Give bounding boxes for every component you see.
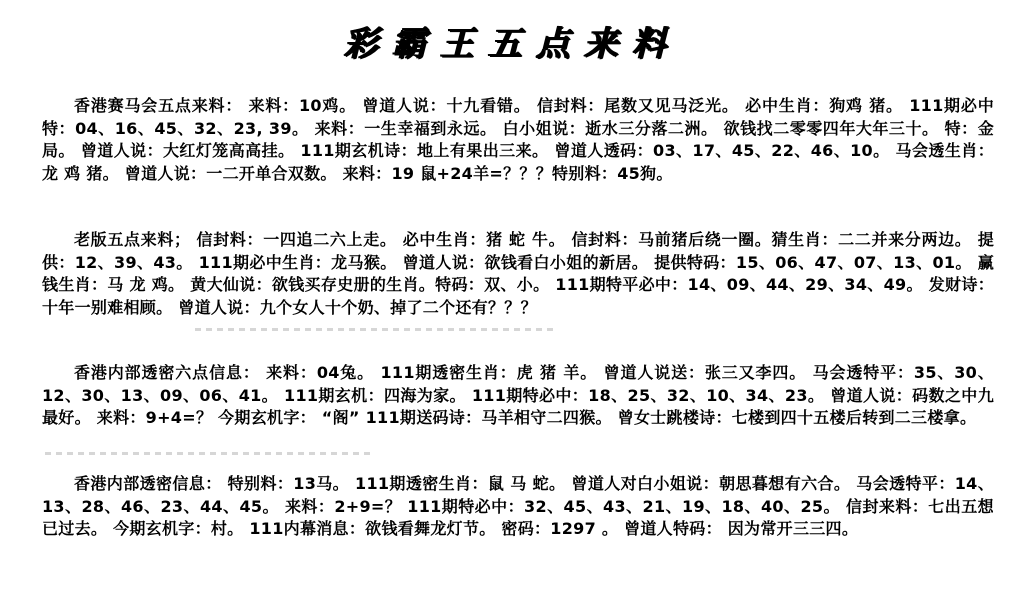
paragraph-hk-internal-info: 香港内部透密信息： 特别料：13马。 111期透密生肖：鼠 马 蛇。 曾道人对白小姐说：朝思暮想有六合。 马会透特平：14、13、28、46、23、44、45。 来料：2+9=？ 111期特必中：32、45、43、21、19、18、40、25。 信封来料：七出五想已过去。 今期玄机字：村。 111内幕消息：欲钱看舞龙灯节。 密码：1297 。 曾道人特码： 因为常开三三四。: [42, 474, 994, 539]
paragraph-old-version: 老版五点来料； 信封料：一四追二六上走。 必中生肖：猪 蛇 牛。 信封料：马前猪后绕一圈。猜生肖：二二并来分两边。 提供：12、39、43。 111期必中生肖：龙马猴。 曾道人说：欲钱看白小姐的新居。 提供特码：15、06、47、07、13、01。 赢钱生肖：马 龙 鸡。 黄大仙说：欲钱买存史册的生肖。特码：双、小。 111期特平必中：14、09、44、29、34、49。 发财诗：十年一别难相顾。 曾道人说：九个女人十个奶、掉了二个还有？？？: [42, 230, 994, 317]
scan-artifact-line: [195, 328, 555, 331]
scan-artifact-line: [45, 452, 375, 455]
paragraph-hk-internal-six: 香港内部透密六点信息： 来料：04兔。 111期透密生肖：虎 猪 羊。 曾道人说送：张三又李四。 马会透特平：35、30、12、30、13、09、06、41。 111期玄机：四海为家。 111期特必中：18、25、32、10、34、23。 曾道人说：码数之中九最好。 来料：9+4=？ 今期玄机字： “阁” 111期送码诗：马羊相守二四猴。 曾女士跳楼诗：七楼到四十五楼后转到二三楼拿。: [42, 363, 994, 428]
paragraph-hk-jockey-club: 香港赛马会五点来料： 来料：10鸡。 曾道人说：十九看错。 信封料：尾数又见马泛光。 必中生肖：狗鸡 猪。 111期必中特：04、16、45、32、23, 39。 来料：一生幸福到永远。 白小姐说：逝水三分落二洲。 欲钱找二零零四年大年三十。 特：金局。 曾道人说：大红灯笼高高挂。 111期玄机诗：地上有果出三来。 曾道人透码：03、17、45、22、46、10。 马会透生肖：龙 鸡 猪。 曾道人说：一二开单合双数。 来料：19 鼠+24羊=？？？特别料：45狗。: [42, 96, 994, 183]
page-title: 彩霸王五点来料: [344, 24, 680, 64]
